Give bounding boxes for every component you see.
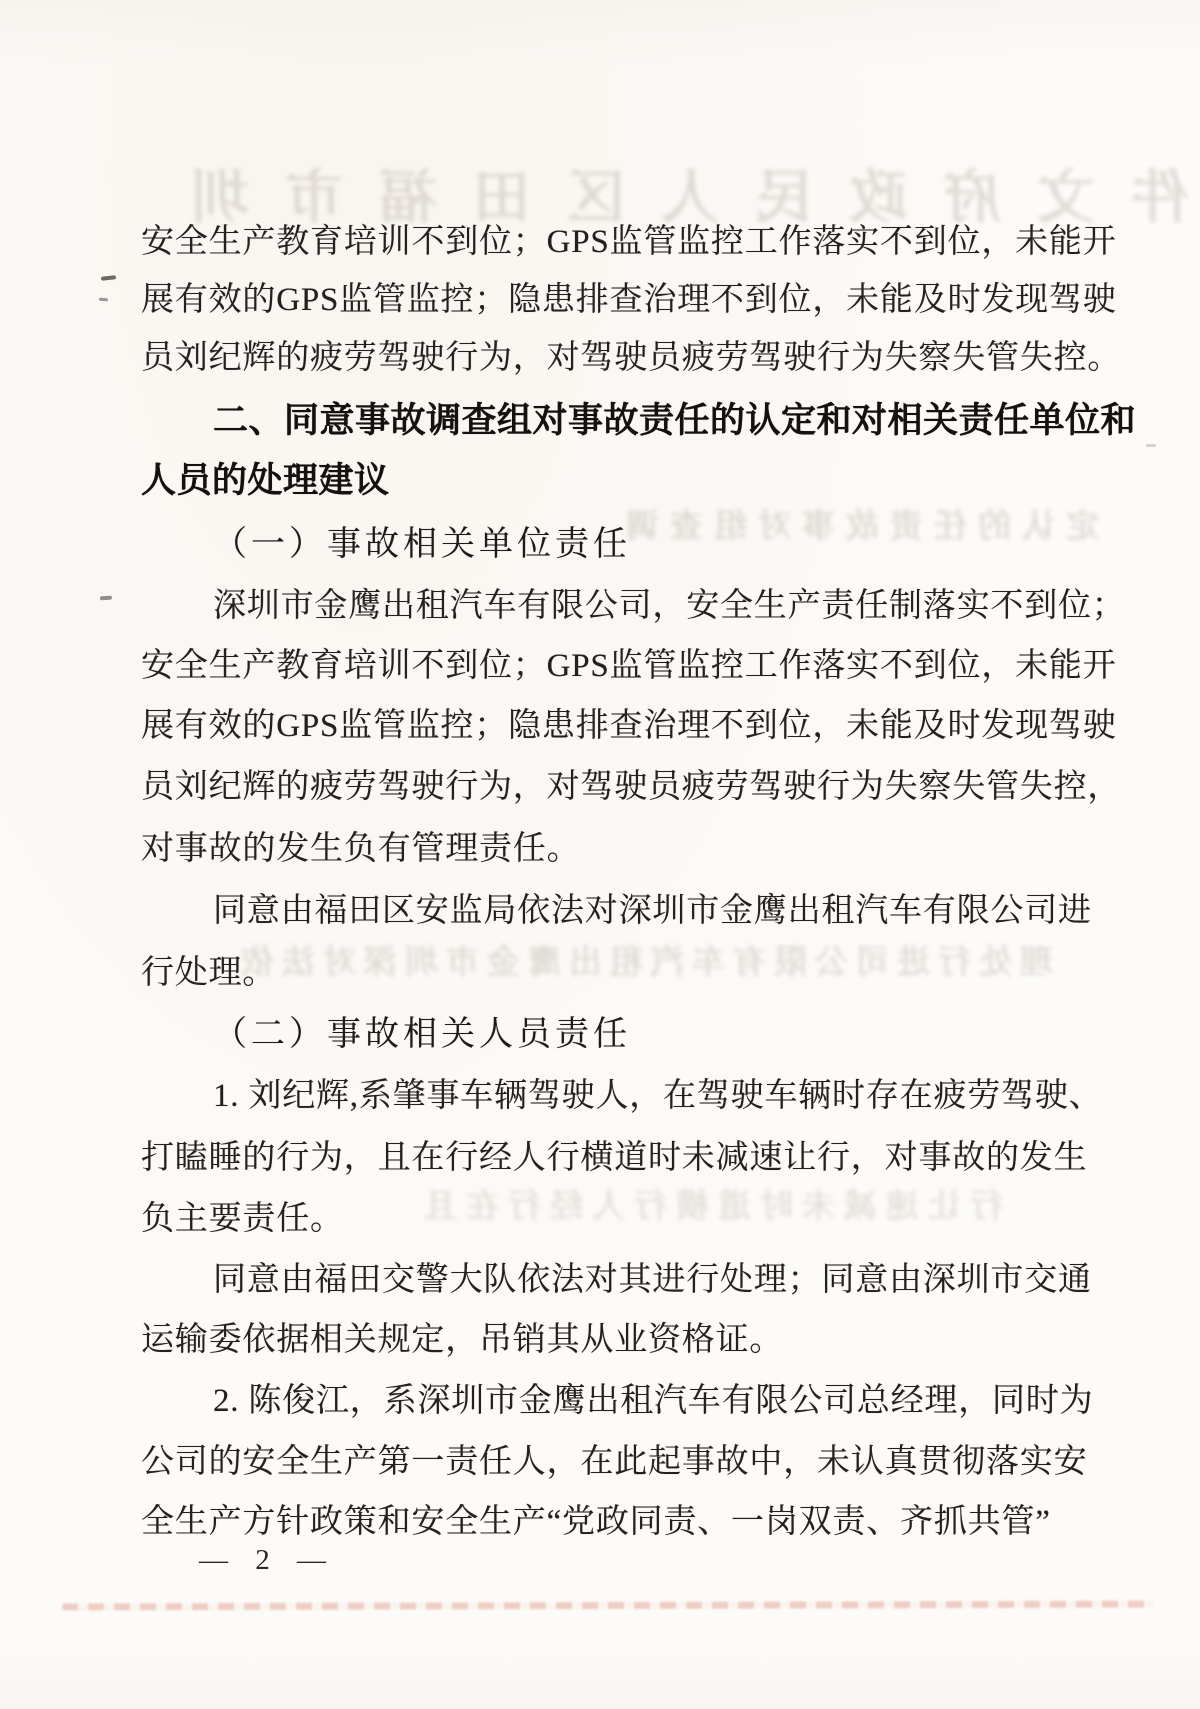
section-heading-continued: 人员的处理建议 (141, 461, 390, 500)
text-line: 行处理。 (141, 955, 277, 991)
subsection-heading-1: （一）事故相关单位责任 (213, 526, 631, 563)
text-line: 员刘纪辉的疲劳驾驶行为，对驾驶员疲劳驾驶行为失察失管失控。 (141, 340, 1122, 376)
text-line: 1. 刘纪辉,系肇事车辆驾驶人，在驾驶车辆时存在疲劳驾驶、 (213, 1078, 1103, 1114)
scan-mark (101, 275, 116, 281)
scan-mark (1146, 444, 1156, 447)
section-heading: 二、同意事故调查组对事故责任的认定和对相关责任单位和 (213, 401, 1137, 440)
text-line: 打瞌睡的行为，且在行经人行横道时未减速让行，对事故的发生 (141, 1140, 1088, 1176)
text-line: 公司的安全生产第一责任人，在此起事故中，未认真贯彻落实安 (141, 1444, 1088, 1480)
text-line: 同意由福田区安监局依法对深圳市金鹰出租汽车有限公司进 (213, 893, 1092, 929)
text-line: 展有效的GPS监管监控；隐患排查治理不到位，未能及时发现驾驶 (141, 282, 1117, 318)
bleed-through-text-top: 件文府政民人区田福市圳 (155, 165, 1190, 230)
scan-streak (62, 1601, 1154, 1611)
text-line: 全生产方针政策和安全生产“党政同责、一岗双责、齐抓共管” (141, 1504, 1051, 1540)
text-line: 员刘纪辉的疲劳驾驶行为，对驾驶员疲劳驾驶行为失察失管失控， (141, 769, 1122, 805)
scan-mark (100, 596, 112, 601)
bleed-through-text-mid1: 定认的任责故事对组查调 (615, 507, 1099, 544)
text-line: 运输委依据相关规定，吊销其从业资格证。 (141, 1322, 784, 1358)
page-number: — 2 — (199, 1544, 336, 1576)
scan-mark (99, 298, 108, 302)
bleed-through-text-mid3: 行让速减未时道横行人经行在且 (415, 1187, 1003, 1224)
text-line: 展有效的GPS监管监控；隐患排查治理不到位，未能及时发现驾驶 (141, 708, 1117, 744)
text-line: 2. 陈俊江，系深圳市金鹰出租汽车有限公司总经理，同时为 (213, 1383, 1094, 1419)
subsection-heading-2: （二）事故相关人员责任 (213, 1016, 631, 1053)
text-line: 安全生产教育培训不到位；GPS监管监控工作落实不到位，未能开 (141, 224, 1117, 260)
text-line: 安全生产教育培训不到位；GPS监管监控工作落实不到位，未能开 (141, 648, 1117, 684)
bleed-through-text-mid2: 理处行进司公限有车汽租出鹰金市圳深对法依 (233, 943, 1053, 980)
text-line: 负主要责任。 (141, 1201, 344, 1237)
text-line: 同意由福田交警大队依法对其进行处理；同意由深圳市交通 (213, 1262, 1092, 1298)
text-line: 对事故的发生负有管理责任。 (141, 831, 581, 867)
text-line: 深圳市金鹰出租汽车有限公司，安全生产责任制落实不到位； (213, 588, 1126, 624)
